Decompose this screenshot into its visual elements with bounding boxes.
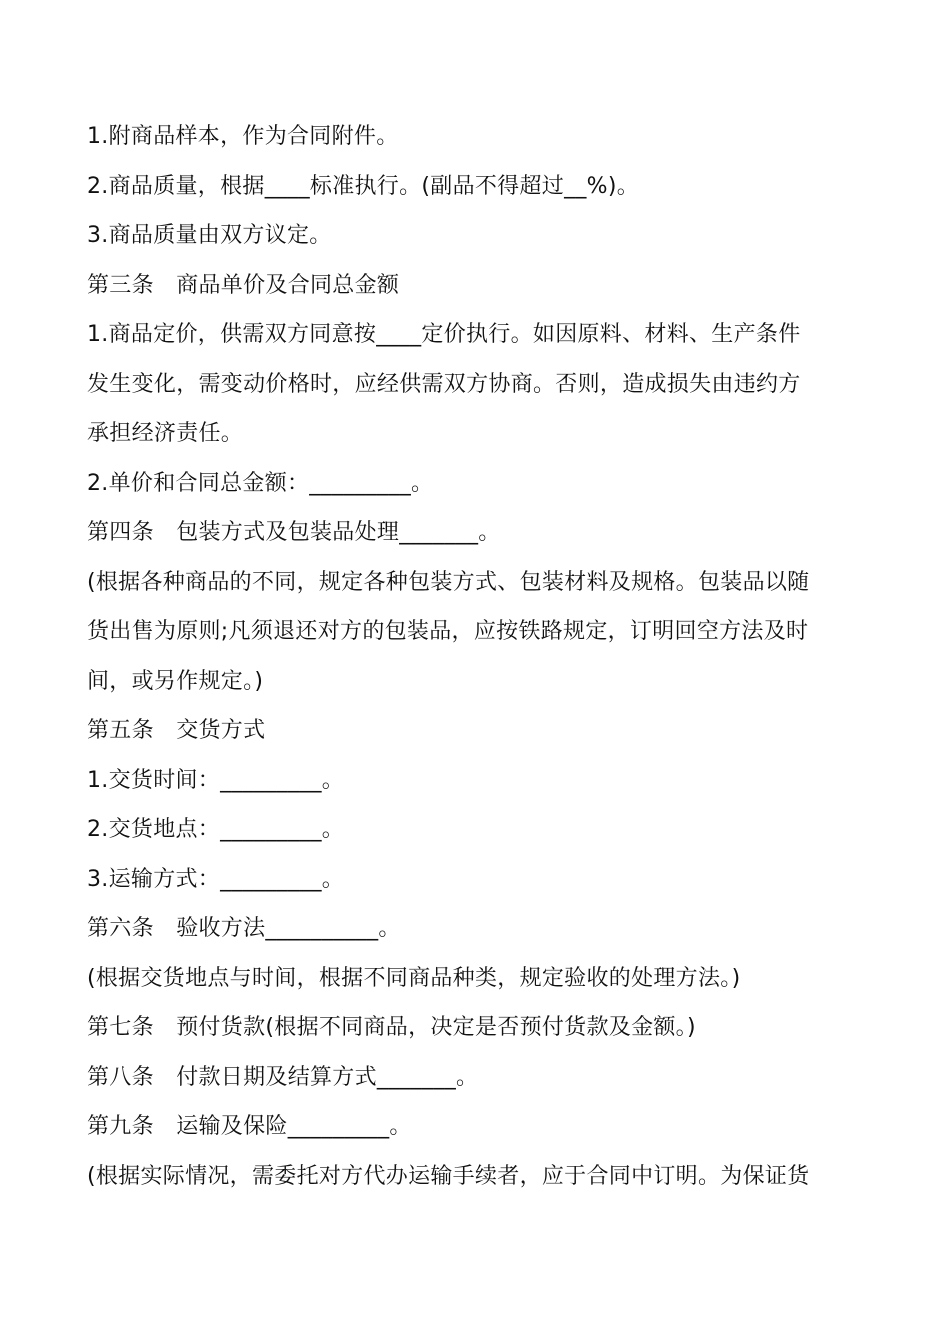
clause-line-6: 发生变化，需变动价格时，应经供需双方协商。否则，造成损失由违约方	[87, 371, 801, 397]
clause-line-3: 3.商品质量由双方议定。	[87, 223, 332, 248]
article-9-heading: 第九条 运输及保险_________。	[87, 1114, 412, 1139]
clause-line-18: (根据交货地点与时间，根据不同商品种类，规定验收的处理方法。)	[87, 965, 741, 991]
clause-line-2: 2.商品质量，根据____标准执行。(副品不得超过__%)。	[87, 173, 640, 199]
article-8-heading: 第八条 付款日期及结算方式_______。	[87, 1064, 479, 1090]
article-4-heading: 第四条 包装方式及包装品处理_______。	[87, 520, 501, 545]
clause-line-14: 1.交货时间：_________。	[87, 767, 345, 793]
document-body	[87, 112, 867, 1201]
clause-line-5: 1.商品定价，供需双方同意按____定价执行。如因原料、材料、生产条件	[87, 322, 801, 347]
clause-line-22: (根据实际情况，需委托对方代办运输手续者，应于合同中订明。为保证货	[87, 1163, 810, 1189]
clause-line-1: 1.附商品样本，作为合同附件。	[87, 124, 399, 149]
article-5-heading: 第五条 交货方式	[87, 718, 266, 743]
clause-line-11: 货出售为原则;凡须退还对方的包装品，应按铁路规定，订明回空方法及时	[87, 619, 809, 644]
article-6-heading: 第六条 验收方法__________。	[87, 916, 401, 941]
clause-line-10: (根据各种商品的不同，规定各种包装方式、包装材料及规格。包装品以随	[87, 569, 810, 595]
clause-line-8: 2.单价和合同总金额：_________。	[87, 470, 434, 496]
clause-line-16: 3.运输方式：_________。	[87, 866, 345, 892]
article-3-heading: 第三条 商品单价及合同总金额	[87, 272, 400, 298]
clause-line-7: 承担经济责任。	[87, 421, 244, 446]
article-7-heading: 第七条 预付货款(根据不同商品，决定是否预付货款及金额。)	[87, 1015, 696, 1040]
clause-line-15: 2.交货地点：_________。	[87, 817, 345, 842]
clause-line-12: 间，或另作规定。)	[87, 668, 264, 694]
